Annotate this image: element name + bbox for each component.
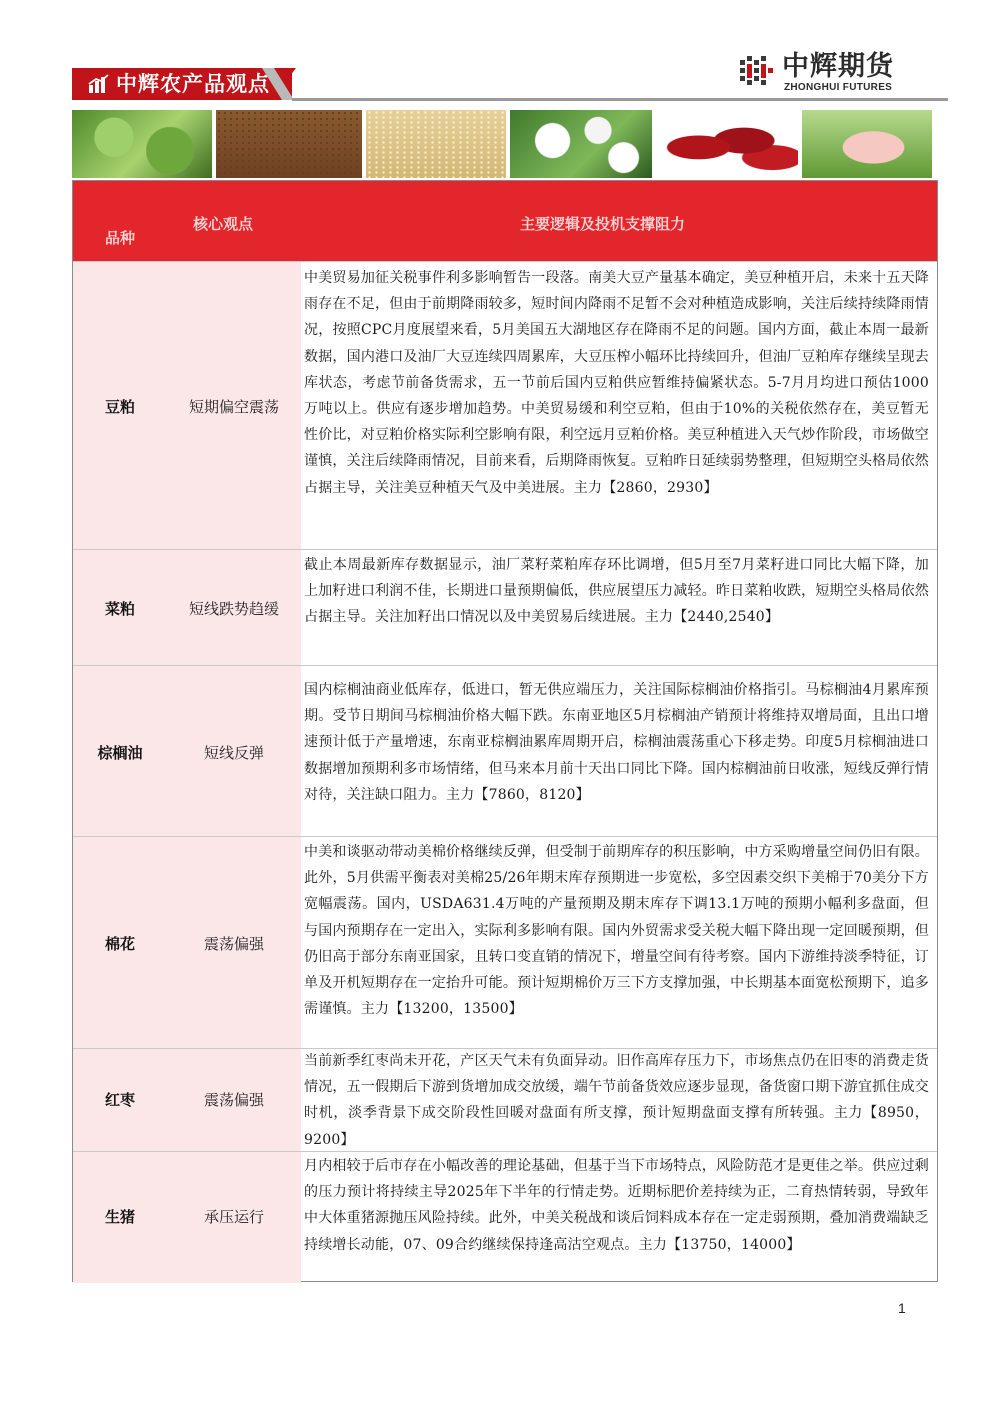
logic-cell: 中美贸易加征关税事件利多影响暂告一段落。南美大豆产量基本确定，美豆种植开启，未来十五天降雨存在不足，但由于前期降雨较多，短时间内降雨不足暂不会对种植造成影响，关注后续持续降雨情况，按照CPC月度展望来看，5月美国五大湖地区存在降雨不足的问题。国内方面，截止本周一最新数据，国内港口及油厂大豆连续四周累库，大豆压榨小幅环比持续回升，但油厂豆粕库存继续呈现去库状态，考虑节前备货需求，五一节前后国内豆粕供应暂维持偏紧状态。5-7月月均进口预估1000万吨以上。供应有逐步增加趋势。中美贸易缓和利空豆粕，但由于10%的关税依然存在，美豆暂无性价比，对豆粕价格实际利空影响有限，利空远月豆粕价格。美豆种植进入天气炒作阶段，市场做空谨慎，关注后续降雨情况，目前来看，后期降雨恢复。豆粕昨日延续弱势整理，但短期空头格局依然占据主导，关注美豆种植天气及中美进展。主力【2860，2930】 bbox=[304, 270, 929, 496]
view-cell: 短线反弹 bbox=[203, 744, 264, 762]
zhonghui-logo-icon bbox=[740, 56, 776, 88]
red-dates-photo bbox=[656, 110, 798, 178]
logic-cell: 截止本周最新库存数据显示，油厂菜籽菜粕库存环比调增，但5月至7月菜籽进口同比大幅下降，加上加籽进口利润不佳，长期进口量预期偏低，供应展望压力减轻。昨日菜粕收跌，短期空头格局依然占据主导。关注加籽出口情况以及中美贸易后续进展。主力【2440,2540】 bbox=[304, 557, 929, 626]
cotton-photo bbox=[510, 110, 652, 178]
table-row bbox=[73, 549, 937, 666]
page-number: 1 bbox=[898, 1300, 906, 1316]
bar-chart-icon bbox=[88, 74, 110, 94]
header-view: 核心观点 bbox=[193, 215, 254, 233]
variety-cell: 棉花 bbox=[104, 935, 135, 953]
view-cell: 震荡偏强 bbox=[203, 1091, 264, 1109]
view-cell: 承压运行 bbox=[203, 1208, 264, 1226]
product-photo-strip bbox=[72, 110, 932, 178]
header-logic: 主要逻辑及投机支撑阻力 bbox=[520, 215, 686, 233]
company-logo-text: 中辉期货 bbox=[782, 51, 894, 82]
view-cell: 短期偏空震荡 bbox=[188, 398, 279, 416]
views-table bbox=[72, 180, 938, 1282]
view-cell: 短线跌势趋缓 bbox=[188, 600, 279, 618]
variety-cell: 生猪 bbox=[104, 1208, 135, 1226]
table-row bbox=[73, 1048, 937, 1152]
pig-photo bbox=[802, 110, 932, 178]
soybean-plant-photo bbox=[72, 110, 212, 178]
table-header bbox=[73, 181, 937, 261]
logic-cell: 中美和谈驱动带动美棉价格继续反弹，但受制于前期库存的积压影响，中方采购增量空间仍旧有限。此外，5月供需平衡表对美棉25/26年期末库存预期进一步宽松，多空因素交织下美棉于70美分下方宽幅震荡。国内，USDA631.4万吨的产量预期及期末库存下调13.1万吨的预期小幅利多盘面，但与国内预期存在一定出入，实际利多影响有限。国内外贸需求受关税大幅下降出现一定回暖预期，但仍旧高于部分东南亚国家，且转口变直销的情况下，增量空间有待考察。国内下游维持淡季特征，订单及开机短期存在一定抬升可能。预计短期棉价万三下方支撑加强，中长期基本面宽松预期下，追多需谨慎。主力【13200，13500】 bbox=[304, 844, 929, 1018]
table-row bbox=[73, 665, 937, 837]
company-logo-english: ZHONGHUI FUTURES bbox=[784, 82, 893, 93]
variety-cell: 菜粕 bbox=[104, 600, 135, 618]
logic-cell: 月内相较于后市存在小幅改善的理论基础，但基于当下市场特点，风险防范才是更佳之举。供应过剩的压力预计将持续主导2025年下半年的行情走势。近期标肥价差持续为正，二育热情转弱，导致年中大体重猪源抛压风险持续。此外，中美关税战和谈后饲料成本存在一定走弱预期，叠加消费端缺乏持续增长动能，07、09合约继续保持逢高沽空观点。主力【13750，14000】 bbox=[304, 1158, 929, 1253]
header-rule bbox=[292, 98, 948, 101]
variety-cell: 豆粕 bbox=[104, 398, 135, 416]
view-cell: 震荡偏强 bbox=[203, 935, 264, 953]
logic-cell: 国内棕榈油商业低库存，低进口，暂无供应端压力，关注国际棕榈油价格指引。马棕榈油4月累库预期。受节日期间马棕榈油价格大幅下跌。东南亚地区5月棕榈油产销预计将维持双增局面，且出口增速预计低于产量增速，东南亚棕榈油累库周期开启，棕榈油震荡重心下移走势。印度5月棕榈油进口数据增加预期利多市场情绪，但马来本月前十天出口同比下降。国内棕榈油前日收涨，短线反弹行情对待，关注缺口阻力。主力【7860，8120】 bbox=[304, 682, 929, 803]
table-row bbox=[73, 1151, 937, 1283]
table-row bbox=[73, 836, 937, 1049]
rapeseed-photo bbox=[216, 110, 362, 178]
variety-cell: 棕榈油 bbox=[97, 744, 143, 762]
table-row bbox=[73, 261, 937, 550]
logic-cell: 当前新季红枣尚未开花，产区天气未有负面异动。旧作高库存压力下，市场焦点仍在旧枣的消费走货情况，五一假期后下游到货增加成交放缓，端午节前备货效应逐步显现，备货窗口期下游宜抓住成交时机，淡季背景下成交阶段性回暖对盘面有所支撑，预计短期盘面支撑有所转强。主力【8950，9200】 bbox=[304, 1053, 929, 1148]
section-title: 中辉农产品观点 bbox=[116, 72, 270, 96]
variety-cell: 红枣 bbox=[104, 1091, 135, 1109]
header-variety: 品种 bbox=[105, 229, 136, 247]
soybean-meal-photo bbox=[366, 110, 506, 178]
